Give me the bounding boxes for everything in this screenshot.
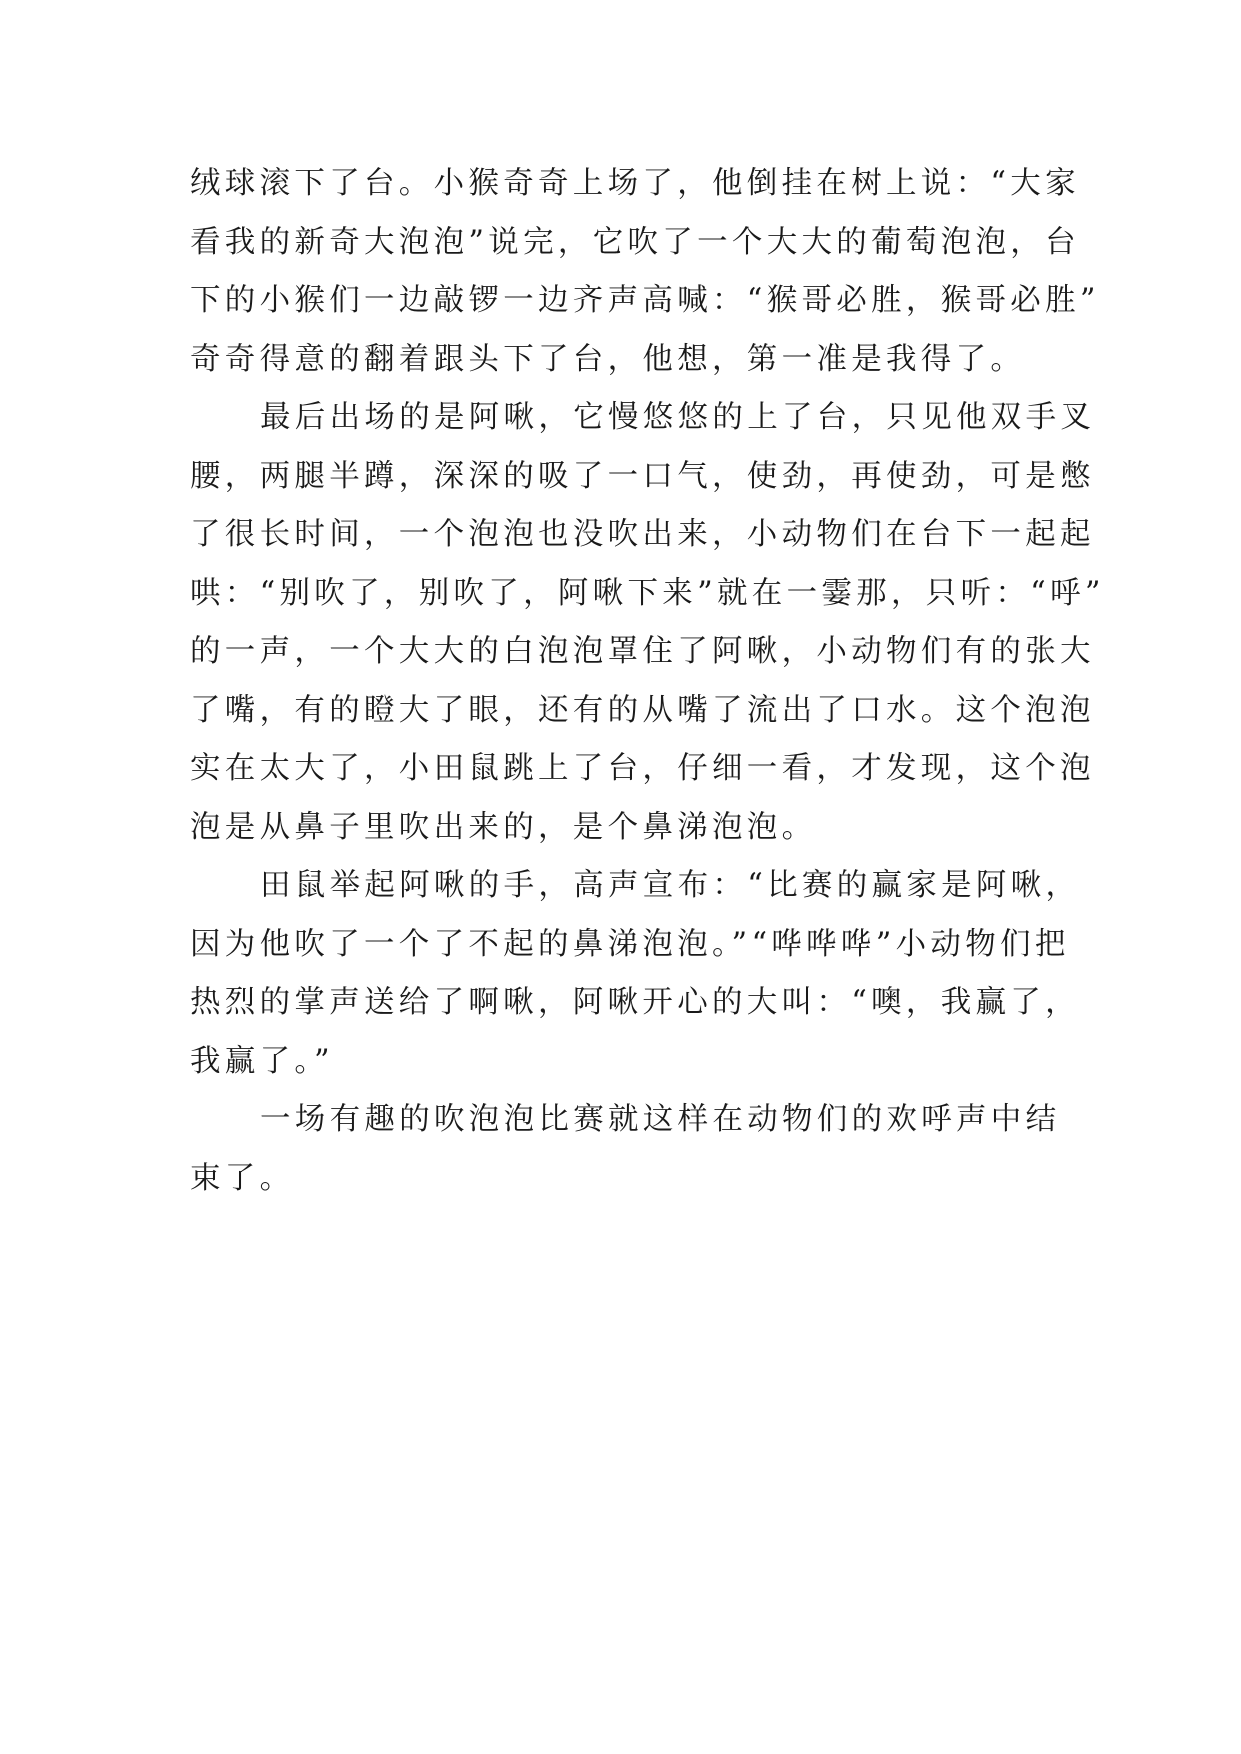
paragraph [190,155,1100,389]
text-line: 泡是从鼻子里吹出来的，是个鼻涕泡泡。 [190,809,817,845]
text-line: 的一声，一个大大的白泡泡罩住了阿啾，小动物们有的张大 [190,634,1095,669]
body-text [190,155,1105,1208]
text-line: 了嘴，有的瞪大了眼，还有的从嘴了流出了口水。这个泡泡 [190,692,1095,728]
text-line: 束了。 [190,1160,295,1196]
text-line: 我赢了。” [190,1043,334,1079]
text-line: 哄：“别吹了，别吹了，阿啾下来”就在一霎那，只听：“呼” [190,575,1105,611]
text-line: 腰，两腿半蹲，深深的吸了一口气，使劲，再使劲，可是憋 [190,458,1095,494]
text-line: 田鼠举起阿啾的手，高声宣布：“比赛的赢家是阿啾， [260,868,1081,903]
text-line: 奇奇得意的翻着跟头下了台，他想，第一准是我得了。 [190,341,1026,377]
text-line: 看我的新奇大泡泡”说完，它吹了一个大大的葡萄泡泡，台 [190,224,1080,260]
text-line: 下的小猴们一边敲锣一边齐声高喊：“猴哥必胜，猴哥必胜” [190,283,1100,318]
paragraph [190,1091,1061,1208]
paragraph [190,389,1105,857]
text-line: 热烈的掌声送给了啊啾，阿啾开心的大叫：“噢，我赢了， [190,985,1080,1020]
text-line: 一场有趣的吹泡泡比赛就这样在动物们的欢呼声中结 [260,1102,1061,1137]
text-line: 实在太大了，小田鼠跳上了台，仔细一看，才发现，这个泡 [190,751,1095,786]
paragraph [190,857,1081,1091]
text-line: 绒球滚下了台。小猴奇奇上场了，他倒挂在树上说：“大家 [190,166,1080,201]
text-line: 最后出场的是阿啾，它慢悠悠的上了台，只见他双手叉 [260,400,1096,435]
text-line: 因为他吹了一个了不起的鼻涕泡泡。”“哗哗哗”小动物们把 [190,926,1070,962]
text-line: 了很长时间，一个泡泡也没吹出来，小动物们在台下一起起 [190,517,1095,552]
